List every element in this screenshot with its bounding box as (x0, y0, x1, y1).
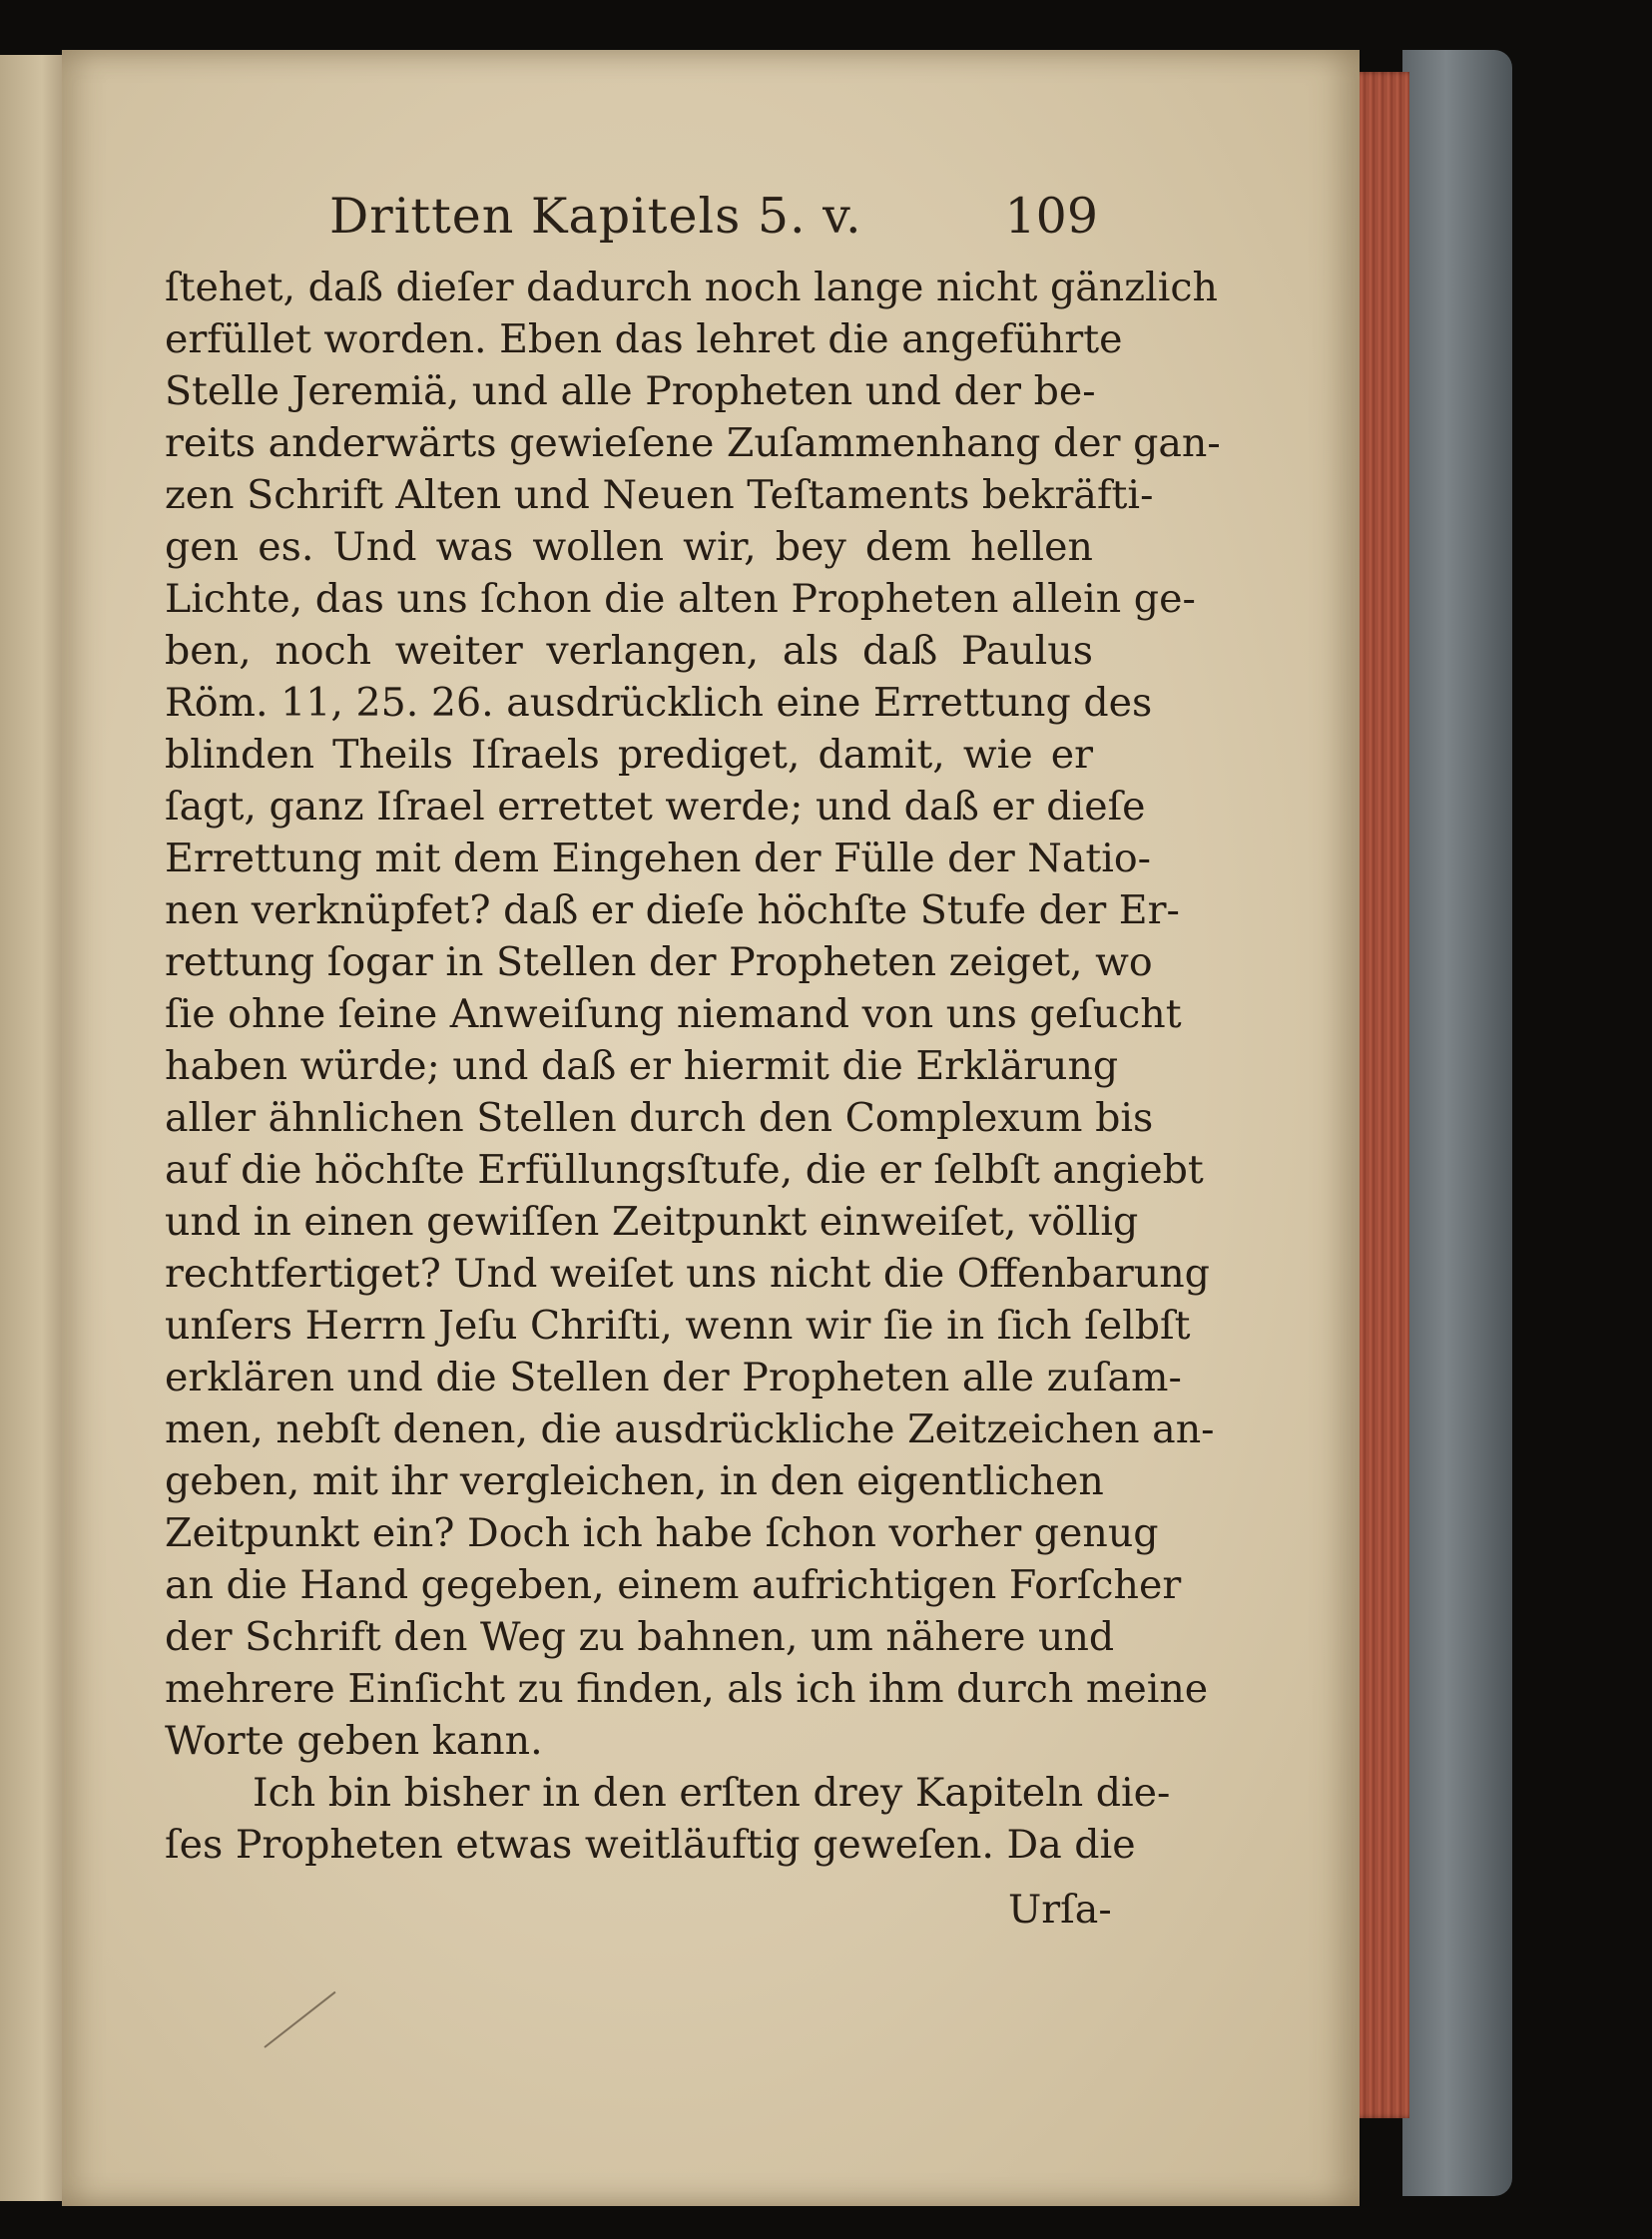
text-line: Errettung mit dem Eingehen der Fülle der Natio- (165, 836, 1152, 881)
page-number: 109 (1004, 188, 1098, 245)
text-line: Stelle Jeremiä, und alle Propheten und der be- (165, 368, 1096, 414)
text-line: Lichte, das uns ſchon die alten Propheten allein ge- (165, 576, 1196, 622)
text-line: unſers Herrn Jeſu Chriſti, wenn wir ſie in ſich ſelbſt (165, 1303, 1191, 1349)
text-line: Worte geben kann. (165, 1718, 543, 1764)
page-header (329, 188, 1098, 258)
text-line: und in einen gewiſſen Zeitpunkt einweiſet, völlig (165, 1199, 1139, 1245)
text-line: ſtehet, daß dieſer dadurch noch lange nicht gänzlich (165, 265, 1218, 310)
text-line: rechtfertiget? Und weiſet uns nicht die Offenbarung (165, 1251, 1210, 1297)
text-line: men, nebſt denen, die ausdrückliche Zeitzeichen an- (165, 1406, 1215, 1452)
text-line: blinden Theils Iſraels prediget, damit, wie er (165, 732, 1093, 778)
text-line: ſagt, ganz Iſrael errettet werde; und daß er dieſe (165, 784, 1146, 830)
text-line: ben, noch weiter verlangen, als daß Paulus (165, 628, 1093, 674)
body-text (165, 262, 1221, 1871)
text-line: rettung ſogar in Stellen der Propheten zeiget, wo (165, 939, 1153, 985)
text-line: auf die höchſte Erfüllungsſtufe, die er ſelbſt angiebt (165, 1147, 1204, 1193)
facing-page-edge (0, 55, 70, 2201)
text-line: haben würde; und daß er hiermit die Erklärung (165, 1043, 1119, 1089)
text-line: reits anderwärts gewieſene Zuſammenhang der gan- (165, 420, 1221, 466)
text-line: erfüllet worden. Eben das lehret die angeführte (165, 316, 1123, 362)
text-line: mehrere Einſicht zu finden, als ich ihm durch meine (165, 1666, 1209, 1712)
text-line: geben, mit ihr vergleichen, in den eigentlichen (165, 1458, 1104, 1504)
paragraph-first-line: Ich bin bisher in den erſten drey Kapiteln die- (253, 1770, 1171, 1816)
text-line: erklären und die Stellen der Propheten alle zuſam- (165, 1355, 1182, 1400)
text-line: gen es. Und was wollen wir, bey dem hellen (165, 524, 1093, 570)
text-line: nen verknüpfet? daß er dieſe höchſte Stufe der Er- (165, 887, 1180, 933)
text-line: zen Schrift Alten und Neuen Teſtaments bekräfti- (165, 472, 1154, 518)
text-line: ſie ohne ſeine Anweiſung niemand von uns geſucht (165, 991, 1182, 1037)
text-line: aller ähnlichen Stellen durch den Complexum bis (165, 1095, 1154, 1141)
text-line: Zeitpunkt ein? Doch ich habe ſchon vorher genug (165, 1510, 1159, 1556)
text-line: ſes Propheten etwas weitläuftig geweſen. Da die (165, 1822, 1136, 1868)
book-cover-board (1402, 50, 1512, 2196)
text-line: an die Hand gegeben, einem aufrichtigen Forſcher (165, 1562, 1182, 1608)
running-head: Dritten Kapitels 5. v. (329, 188, 862, 245)
text-line: der Schrift den Weg zu bahnen, um nähere und (165, 1614, 1115, 1660)
text-line: Röm. 11, 25. 26. ausdrücklich eine Errettung des (165, 680, 1153, 726)
catchword: Urſa- (1008, 1887, 1112, 1933)
